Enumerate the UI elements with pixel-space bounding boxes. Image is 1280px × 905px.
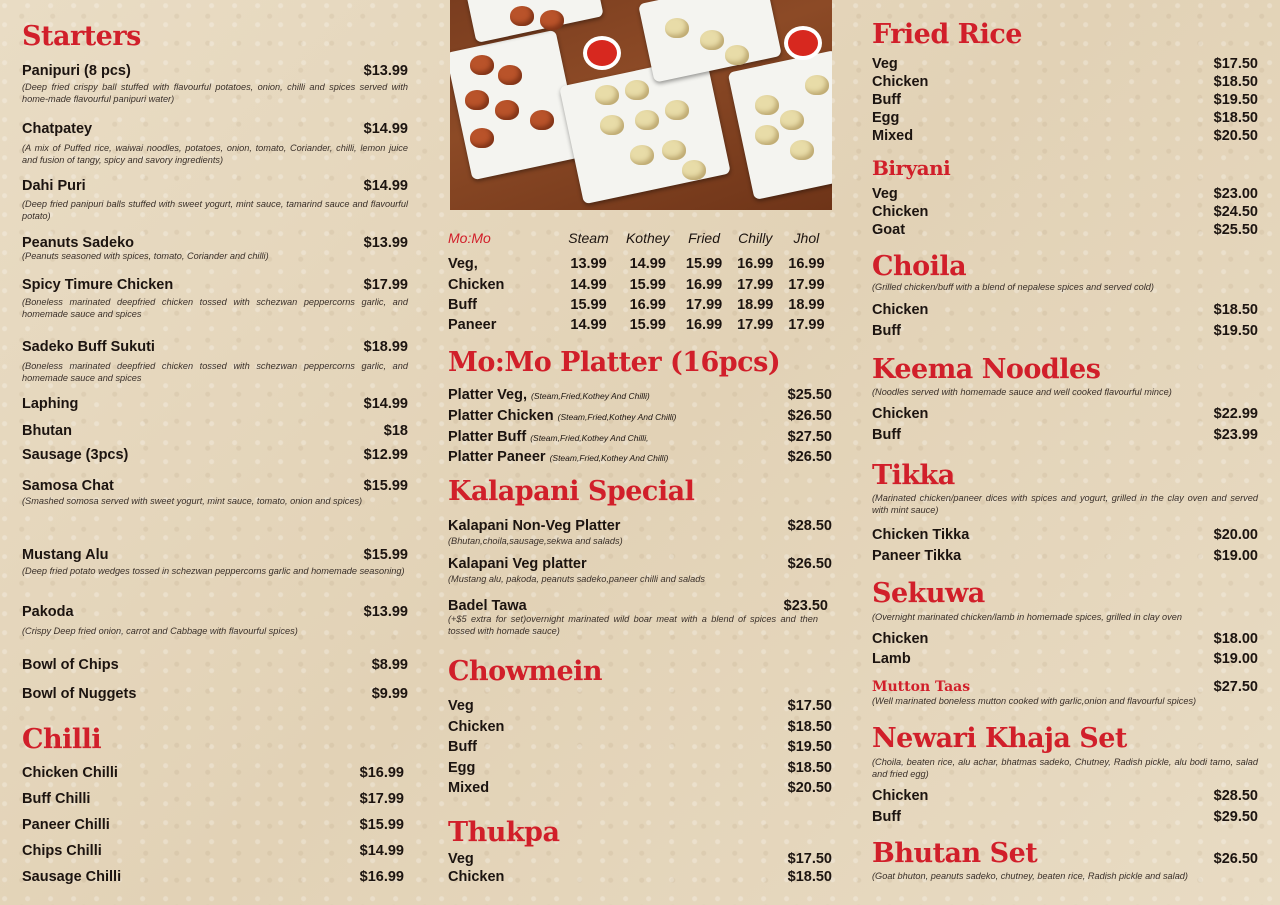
item-description: (Goat bhuton, peanuts sadeko, chutney, beaten rice, Radish pickle and salad) [872,871,1188,881]
item-description: (Peanuts seasoned with spices, tomato, Coriander and chilli) [22,251,269,261]
menu-item: Platter Buff (Steam,Fried,Kothey And Chilli, $27.50 [448,429,832,445]
menu-item-bhutan-set-price: $26.50 [1213,851,1258,867]
section-title-tikka: Tikka [872,460,955,491]
section-title-biryani: Biryani [872,156,951,180]
menu-item: Bhutan $18 [22,423,408,439]
menu-item: Chips Chilli $14.99 [22,843,404,859]
menu-item: Paneer Chilli $15.99 [22,817,404,833]
item-description: (Bhutan,choila,sausage,sekwa and salads) [448,536,623,546]
menu-item: Veg $17.50 [448,698,832,714]
item-description: (Mustang alu, pakoda, peanuts sadeko,paneer chilli and salads [448,574,705,584]
menu-item: Buff $19.50 [872,323,1258,339]
menu-item: Kalapani Non-Veg Platter $28.50 [448,518,832,534]
menu-item: Paneer Tikka $19.00 [872,548,1258,564]
item-description: (Well marinated boneless mutton cooked with garlic,onion and flavourful spices) [872,696,1197,706]
momo-header-row [448,222,832,254]
menu-item: Pakoda $13.99 [22,604,408,620]
section-title-momo: Mo:Mo [448,230,491,246]
menu-item: Chicken $18.50 [448,869,832,885]
menu-item: Laphing $14.99 [22,396,408,412]
menu-item: Badel Tawa $23.50 [448,598,828,614]
menu-item: Buff $23.99 [872,427,1258,443]
item-description: (Boneless marinated deepfried chicken tossed with schezwan peppercorns garlic, and homemade sauce and spices [22,297,408,319]
menu-item-mutton-taas: Mutton Taas $27.50 [872,679,1258,695]
item-description: (Deep fried panipuri balls stuffed with sweet yogurt, mint sauce, tamarind sauce and flavourful potato) [22,199,408,221]
menu-item: Veg $17.50 [448,851,832,867]
section-title-choila: Choila [872,251,967,282]
section-title-chilli: Chilli [22,724,102,755]
menu-item: Chicken $28.50 [872,788,1258,804]
section-title-fried-rice: Fried Rice [872,19,1022,50]
menu-item: Buff $29.50 [872,809,1258,825]
menu-item: Egg $18.50 [872,110,1258,126]
menu-item: Platter Paneer (Steam,Fried,Kothey And Chilli) $26.50 [448,449,832,465]
menu-item: Panipuri (8 pcs) $13.99 [22,63,408,79]
item-description: (Choila, beaten rice, alu achar, bhatmas sadeko, Chutney, Radish pickle, alu bodi tamo, salad and fried egg) [872,757,1258,779]
item-description: (Smashed somosa served with sweet yogurt, mint sauce, tomato, onion and spices) [22,496,363,506]
menu-item: Platter Veg, (Steam,Fried,Kothey And Chilli) $25.50 [448,387,832,403]
menu-item: Platter Chicken (Steam,Fried,Kothey And Chilli) $26.50 [448,408,832,424]
menu-item: Kalapani Veg platter $26.50 [448,556,832,572]
menu-item: Chicken $18.50 [448,719,832,735]
menu-item: Chicken $22.99 [872,406,1258,422]
section-title-bhutan-set: Bhutan Set [872,838,1038,869]
menu-item: Goat $25.50 [872,222,1258,238]
section-title-starters: Starters [22,21,141,52]
menu-item: Veg $23.00 [872,186,1258,202]
momo-column-header: Chilly [738,230,773,246]
item-description: (Crispy Deep fried onion, carrot and Cabbage with flavourful spices) [22,626,298,636]
section-title-sekuwa: Sekuwa [872,578,985,609]
momo-column-header: Jhol [793,230,820,246]
item-description: (+$5 extra for set)overnight marinated wild boar meat with a blend of spices and then tossed with homade sauce) [448,614,818,636]
menu-item: Spicy Timure Chicken $17.99 [22,277,408,293]
item-description: (Noodles served with homemade sauce and well cooked flavourful mince) [872,387,1172,397]
menu-item: Bowl of Chips $8.99 [22,657,408,673]
momo-food-photo [450,0,832,210]
menu-item: Mixed $20.50 [872,128,1258,144]
table-row: Chicken 14.99 15.99 16.99 17.99 17.99 [448,276,825,293]
section-title-platter: Mo:Mo Platter (16pcs) [448,347,781,378]
menu-item: Chicken Chilli $16.99 [22,765,404,781]
menu-item: Buff $19.50 [872,92,1258,108]
menu-item: Sausage (3pcs) $12.99 [22,447,408,463]
menu-item: Peanuts Sadeko $13.99 [22,235,408,251]
menu-item: Veg $17.50 [872,56,1258,72]
momo-column-header: Steam [568,230,609,246]
menu-item: Mixed $20.50 [448,780,832,796]
menu-item: Chicken $18.50 [872,302,1258,318]
item-description: (Deep fried potato wedges tossed in schezwan peppercorns garlic and homemade seasoning) [22,566,405,576]
item-description: (Overnight marinated chicken/lamb in homemade spices, grilled in clay oven [872,612,1182,622]
section-title-keema-noodles: Keema Noodles [872,354,1101,385]
section-title-chowmein: Chowmein [448,656,603,687]
section-title-thukpa: Thukpa [448,817,560,848]
menu-item: Bowl of Nuggets $9.99 [22,686,408,702]
momo-column-header: Kothey [625,230,670,246]
item-description: (Marinated chicken/paneer dices with spices and yogurt, grilled in the clay oven and served with mint sauce) [872,493,1258,515]
menu-item: Buff Chilli $17.99 [22,791,404,807]
menu-item: Buff $19.50 [448,739,832,755]
menu-item: Samosa Chat $15.99 [22,478,408,494]
menu-item: Chicken $18.50 [872,74,1258,90]
menu-item: Dahi Puri $14.99 [22,178,408,194]
menu-item: Chicken $24.50 [872,204,1258,220]
table-row: Paneer 14.99 15.99 16.99 17.99 17.99 [448,317,825,334]
section-title-kalapani: Kalapani Special [448,476,695,507]
menu-item: Egg $18.50 [448,760,832,776]
momo-price-table [448,222,832,336]
item-description: (Boneless marinated deepfried chicken tossed with schezwan peppercorns garlic, and homemade sauce and spices [22,361,408,383]
menu-item: Sausage Chilli $16.99 [22,869,404,885]
item-description: (Deep fried crispy ball stuffed with flavourful potatoes, onion, chilli and spices served with home-made flavourful panipuri water) [22,82,408,104]
menu-item: Sadeko Buff Sukuti $18.99 [22,339,408,355]
momo-column-header: Fried [688,230,721,246]
item-description: (Grilled chicken/buff with a blend of nepalese spices and served cold) [872,282,1154,292]
menu-item: Chatpatey $14.99 [22,121,408,137]
item-description: (A mix of Puffed rice, waiwai noodles, potatoes, onion, tomato, Coriander, chilli, lemon juice and fusion of tangy, spicy and savory ingredients) [22,143,408,165]
menu-item: Mustang Alu $15.99 [22,547,408,563]
table-row: Buff 15.99 16.99 17.99 18.99 18.99 [448,296,825,313]
menu-item: Lamb $19.00 [872,651,1258,667]
table-row: Veg, 13.99 14.99 15.99 16.99 16.99 [448,256,825,273]
section-title-newari-khaja-set: Newari Khaja Set [872,723,1127,754]
menu-item: Chicken $18.00 [872,631,1258,647]
menu-item: Chicken Tikka $20.00 [872,527,1258,543]
